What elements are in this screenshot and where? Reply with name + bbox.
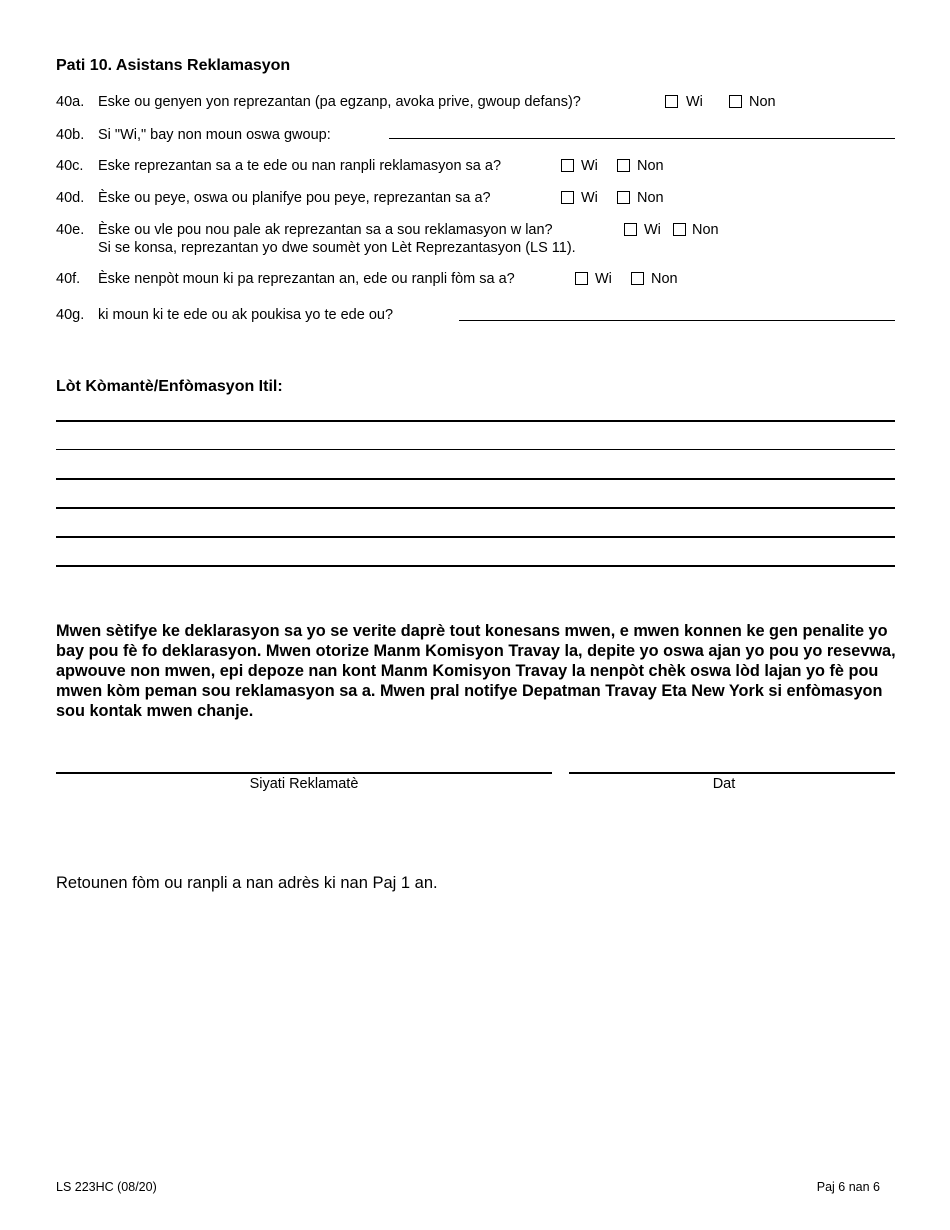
q40f-no-checkbox[interactable] — [631, 272, 644, 285]
q40c-no-label: Non — [637, 158, 664, 174]
q40a-yes-checkbox[interactable] — [665, 95, 678, 108]
certification-statement: Mwen sètifye ke deklarasyon sa yo se verite daprè tout konesans mwen, e mwen konnen ke gen penalite yo bay pou fè fo deklarasyon. Mwen otorize Manm Komisyon Travay la, depite yo oswa ajan yo pou yo resevwa, apwouve non mwen, epi depoze nan kont Manm Komisyon Travay la nenpòt chèk oswa lòd lajan yo fè pou mwen kòm peman sou reklamasyon sa a. Mwen pral notifye Depatman Travay Eta New York si enfòmasyon sou kontak mwen chanje. — [56, 622, 896, 720]
comment-line[interactable] — [56, 478, 895, 480]
q40e-no-label: Non — [692, 222, 719, 238]
q40d-no-checkbox[interactable] — [617, 191, 630, 204]
q40a-text: Eske ou genyen yon reprezantan (pa egzanp, avoka prive, gwoup defans)? — [98, 94, 581, 110]
q40e-yes-checkbox[interactable] — [624, 223, 637, 236]
q40g-answer-field[interactable] — [459, 320, 895, 321]
form-id: LS 223HC (08/20) — [56, 1180, 157, 1194]
q40b-text: Si "Wi," bay non moun oswa gwoup: — [98, 127, 331, 143]
signature-label: Siyati Reklamatè — [249, 776, 359, 792]
q40a-no-checkbox[interactable] — [729, 95, 742, 108]
q40g-number: 40g. — [56, 307, 85, 323]
q40d-text: Èske ou peye, oswa ou planifye pou peye, reprezantan sa a? — [98, 190, 491, 206]
q40e-yes-label: Wi — [644, 222, 661, 238]
q40d-number: 40d. — [56, 190, 85, 206]
q40b-number: 40b. — [56, 127, 85, 143]
section-title: Pati 10. Asistans Reklamasyon — [56, 57, 291, 74]
q40f-no-label: Non — [651, 271, 678, 287]
q40f-yes-checkbox[interactable] — [575, 272, 588, 285]
q40e-number: 40e. — [56, 222, 85, 238]
q40e-no-checkbox[interactable] — [673, 223, 686, 236]
q40b-name-field[interactable] — [389, 138, 895, 139]
signature-field[interactable] — [56, 772, 552, 774]
q40a-yes-label: Wi — [686, 94, 703, 110]
q40f-number: 40f. — [56, 271, 81, 287]
q40c-yes-label: Wi — [581, 158, 598, 174]
q40c-text: Eske reprezantan sa a te ede ou nan ranpli reklamasyon sa a? — [98, 158, 502, 174]
comment-line[interactable] — [56, 449, 895, 450]
q40c-number: 40c. — [56, 158, 84, 174]
comment-line[interactable] — [56, 420, 895, 422]
date-field[interactable] — [569, 772, 895, 774]
q40d-yes-label: Wi — [581, 190, 598, 206]
page-number: Paj 6 nan 6 — [816, 1180, 880, 1194]
q40e-note: Si se konsa, reprezantan yo dwe soumèt yon Lèt Reprezantasyon (LS 11). — [98, 240, 576, 256]
q40g-text: ki moun ki te ede ou ak poukisa yo te ede ou? — [98, 307, 394, 323]
q40e-text: Èske ou vle pou nou pale ak reprezantan sa a sou reklamasyon w lan? — [98, 222, 553, 238]
comment-line[interactable] — [56, 565, 895, 567]
q40a-number: 40a. — [56, 94, 85, 110]
q40d-yes-checkbox[interactable] — [561, 191, 574, 204]
return-note: Retounen fòm ou ranpli a nan adrès ki nan Paj 1 an. — [56, 874, 438, 892]
q40a-no-label: Non — [749, 94, 776, 110]
q40f-yes-label: Wi — [595, 271, 612, 287]
q40c-no-checkbox[interactable] — [617, 159, 630, 172]
q40f-text: Èske nenpòt moun ki pa reprezantan an, ede ou ranpli fòm sa a? — [98, 271, 515, 287]
comments-title: Lòt Kòmantè/Enfòmasyon Itil: — [56, 378, 283, 395]
date-label: Dat — [712, 776, 736, 792]
comment-line[interactable] — [56, 507, 895, 509]
comment-line[interactable] — [56, 536, 895, 538]
q40d-no-label: Non — [637, 190, 664, 206]
q40c-yes-checkbox[interactable] — [561, 159, 574, 172]
